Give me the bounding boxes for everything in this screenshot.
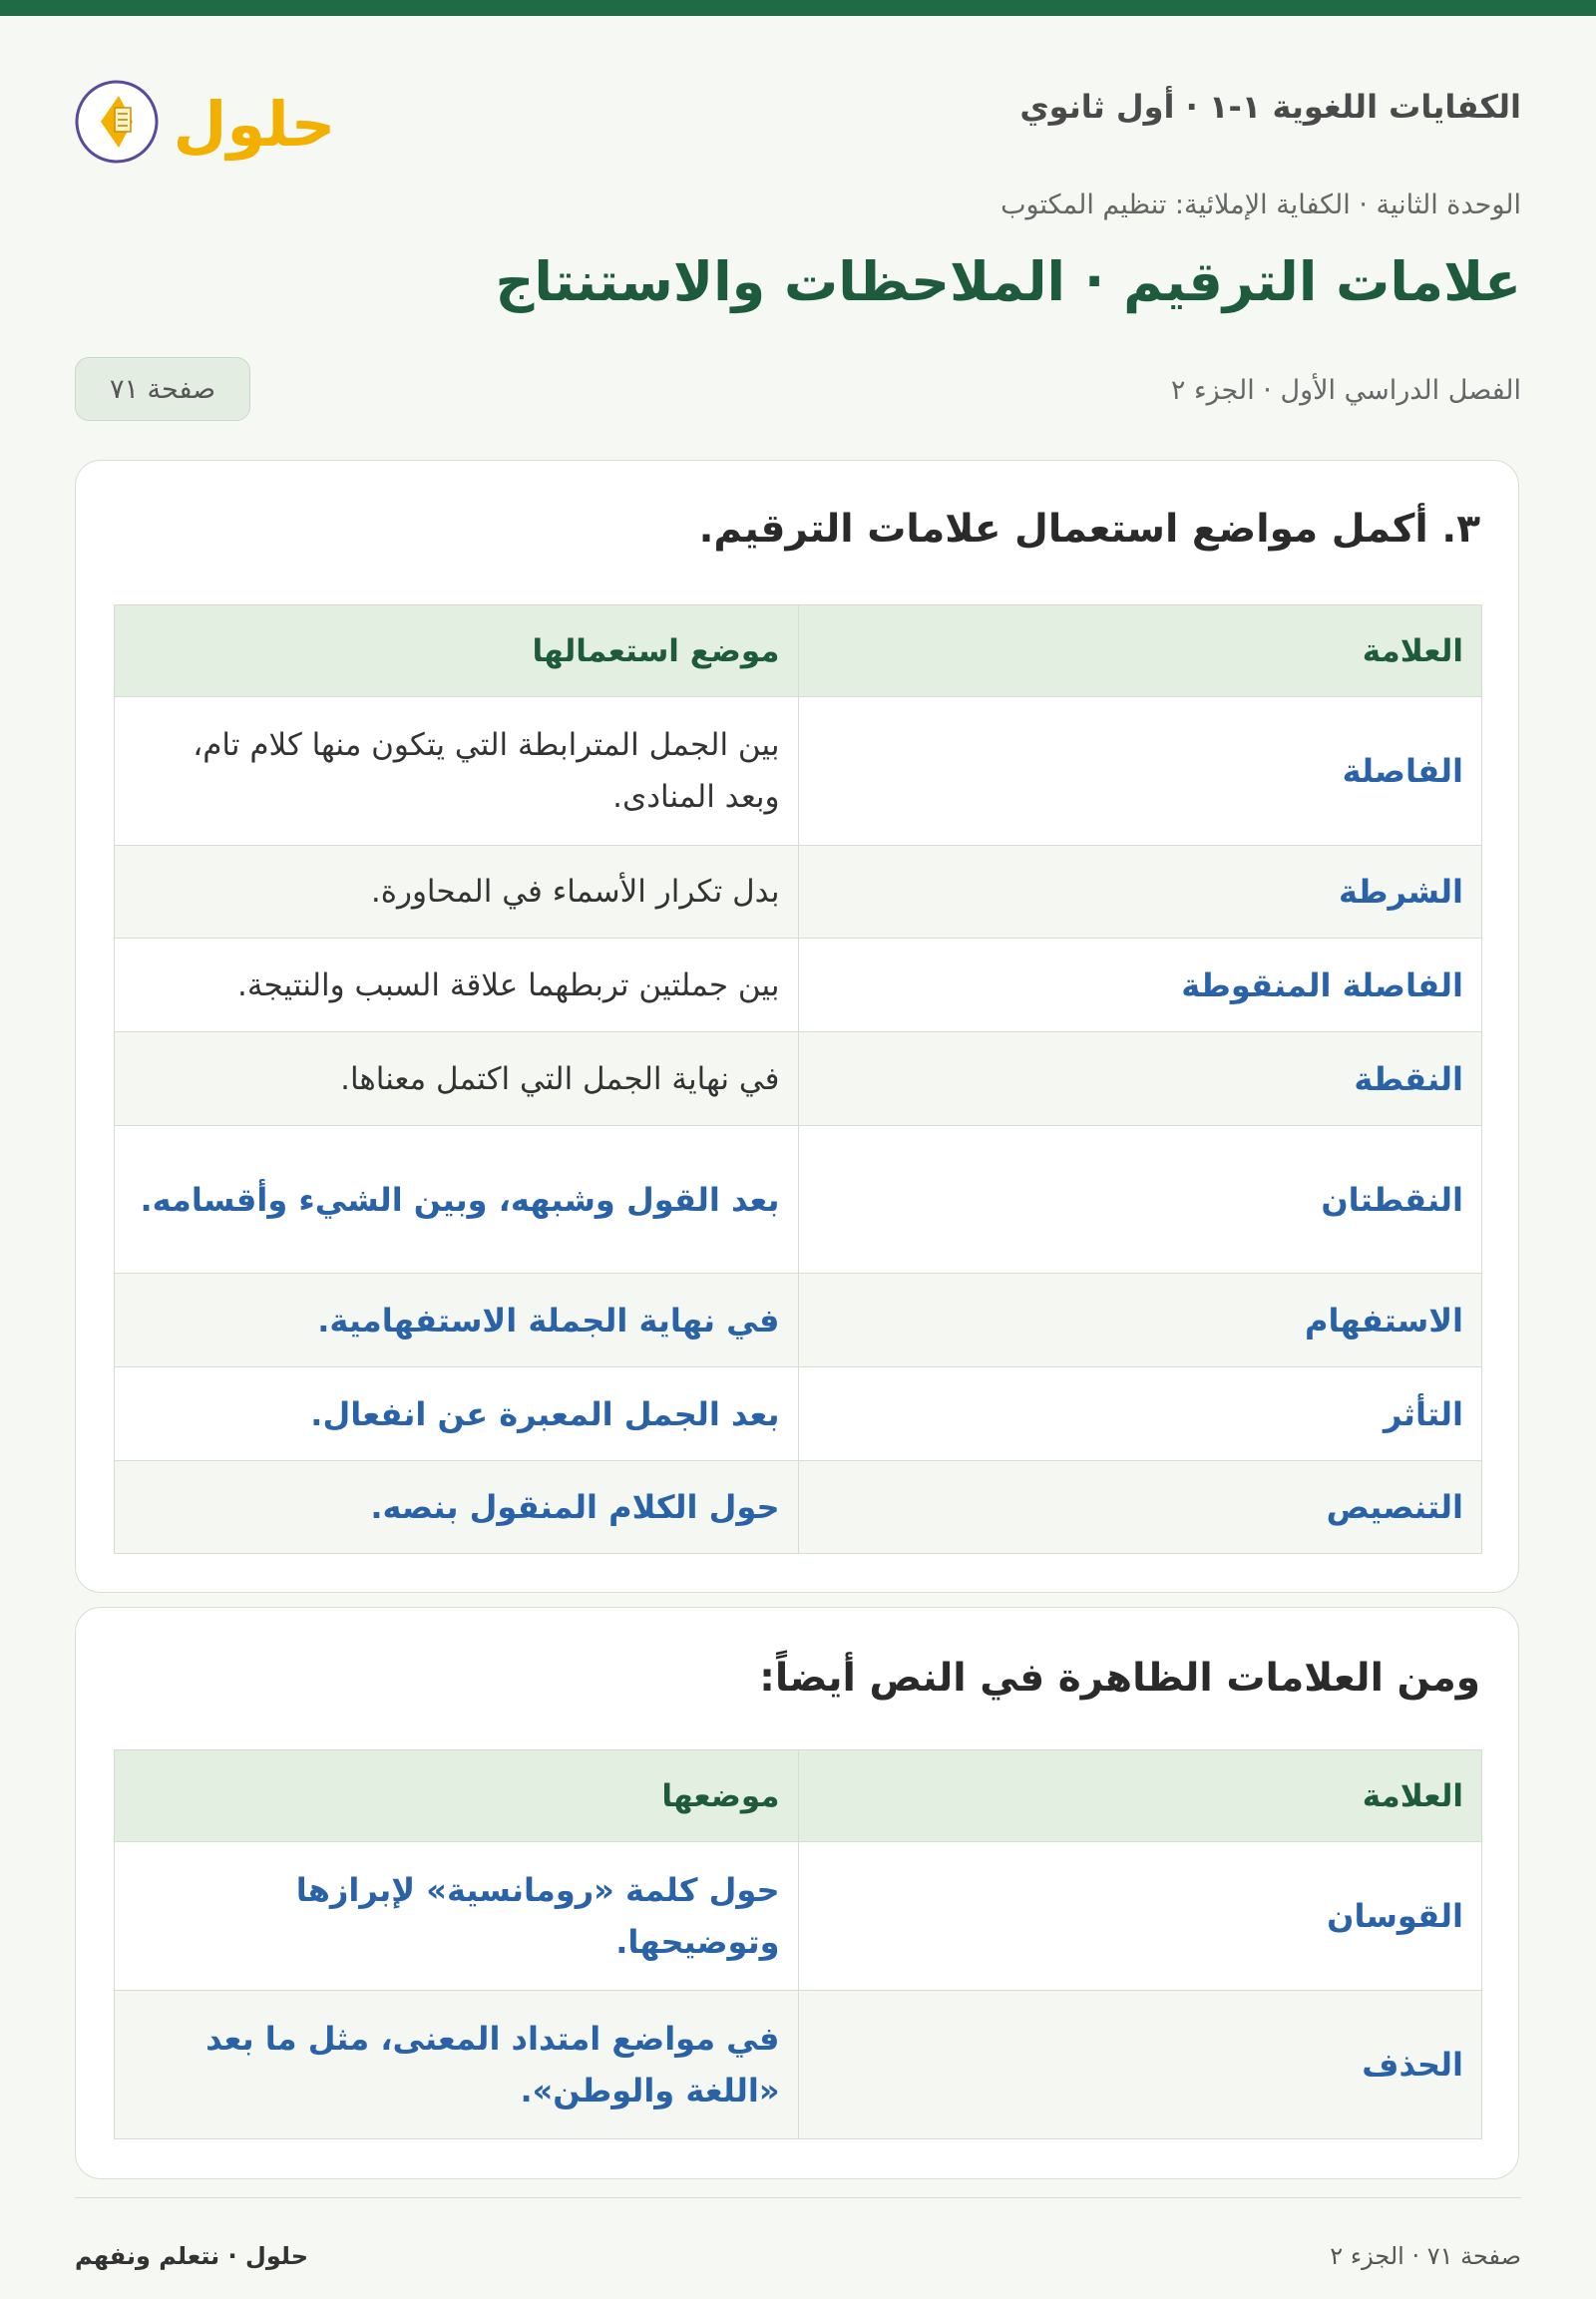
additional-marks-card (75, 1607, 1519, 2179)
table-row (115, 1032, 1482, 1126)
semester-label: الفصل الدراسي الأول · الجزء ٢ (1170, 375, 1521, 406)
answer-cell: حول كلمة «رومانسية» لإبرازها وتوضيحها. (115, 1842, 799, 1991)
use-cell: في نهاية الجمل التي اكتمل معناها. (115, 1032, 799, 1126)
use-cell: بدل تكرار الأسماء في المحاورة. (115, 846, 799, 939)
sign-cell: النقطة (798, 1032, 1482, 1126)
table-row (115, 846, 1482, 939)
answer-cell: بعد القول وشبهه، وبين الشيء وأقسامه. (115, 1126, 799, 1274)
sign-cell: التنصيص (798, 1461, 1482, 1554)
additional-marks-table (114, 1749, 1482, 2139)
footer-brand: حلول · نتعلم ونفهم (75, 2242, 308, 2270)
column-header-sign: العلامة (798, 1750, 1482, 1842)
sign-cell: النقطتان (798, 1126, 1482, 1274)
page-header (75, 62, 1521, 182)
sign-cell: التأثر (798, 1367, 1482, 1461)
answer-cell: حول الكلام المنقول بنصه. (115, 1461, 799, 1554)
logo-wordmark: حلول (173, 88, 334, 161)
table-row (115, 939, 1482, 1032)
page-title: علامات الترقيم · الملاحظات والاستنتاج (495, 250, 1521, 313)
book-title: الكفايات اللغوية ١-١ · أول ثانوي (1019, 88, 1521, 126)
unit-breadcrumb: الوحدة الثانية · الكفاية الإملائية: تنظيم المكتوب (1000, 190, 1521, 220)
footer-divider (75, 2197, 1521, 2198)
answer-cell: بعد الجمل المعبرة عن انفعال. (115, 1367, 799, 1461)
column-header-use: موضعها (115, 1750, 799, 1842)
table-row (115, 1274, 1482, 1367)
section-heading: ومن العلامات الظاهرة في النص أيضاً: (759, 1656, 1480, 1701)
answer-cell: في مواضع امتداد المعنى، مثل ما بعد «اللغة والوطن». (115, 1991, 799, 2139)
use-cell: بين الجمل المترابطة التي يتكون منها كلام تام، وبعد المنادى. (115, 697, 799, 846)
sign-cell: القوسان (798, 1842, 1482, 1991)
sign-cell: الحذف (798, 1991, 1482, 2139)
table-row (115, 1461, 1482, 1554)
use-cell: بين جملتين تربطهما علاقة السبب والنتيجة. (115, 939, 799, 1032)
sign-cell: الفاصلة (798, 697, 1482, 846)
table-row (115, 1991, 1482, 2139)
top-accent-bar (0, 0, 1596, 16)
punctuation-uses-card (75, 460, 1519, 1593)
punctuation-table (114, 604, 1482, 1554)
footer-page-info: صفحة ٧١ · الجزء ٢ (1330, 2242, 1521, 2270)
table-row (115, 1126, 1482, 1274)
answer-cell: في نهاية الجملة الاستفهامية. (115, 1274, 799, 1367)
column-header-use: موضع استعمالها (115, 605, 799, 697)
table-row (115, 1842, 1482, 1991)
table-row (115, 1367, 1482, 1461)
sign-cell: الاستفهام (798, 1274, 1482, 1367)
sign-cell: الشرطة (798, 846, 1482, 939)
page-number-badge: صفحة ٧١ (75, 357, 250, 421)
table-row (115, 697, 1482, 846)
sign-cell: الفاصلة المنقوطة (798, 939, 1482, 1032)
column-header-sign: العلامة (798, 605, 1482, 697)
hulool-logo[interactable] (75, 62, 334, 182)
exercise-heading: ٣. أكمل مواضع استعمال علامات الترقيم. (698, 507, 1480, 552)
